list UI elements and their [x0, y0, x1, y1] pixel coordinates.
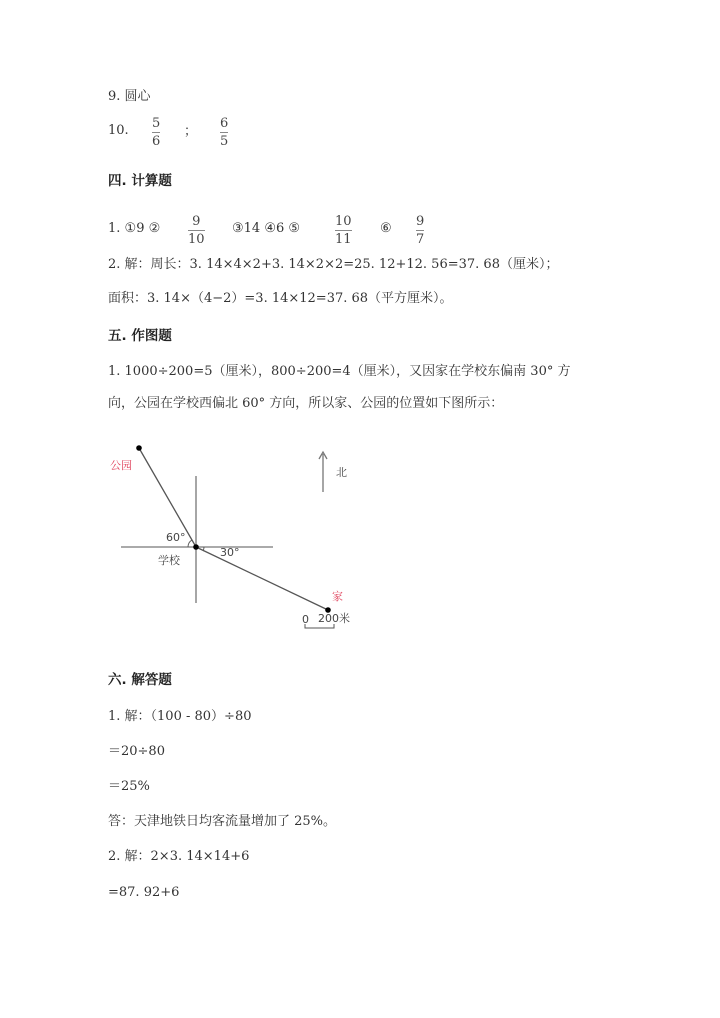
numerator: 5 [152, 116, 161, 131]
calc-2-line2: 面积：3. 14×（4−2）=3. 14×12=37. 68（平方厘米）。 [108, 291, 453, 306]
solution-line: 1. 解：（100 - 80）÷80 [108, 709, 252, 724]
section-heading: 四. 计算题 [108, 173, 172, 189]
numerator: 9 [416, 214, 425, 229]
school-label: 学校 [158, 554, 180, 567]
section-heading: 五. 作图题 [108, 328, 172, 344]
calc-1-mid: ③14 ④6 ⑤ [232, 221, 301, 236]
denominator: 11 [335, 232, 352, 247]
solution-line: ＝20÷80 [108, 744, 165, 759]
numerator: 9 [192, 214, 201, 229]
numerator: 6 [220, 116, 229, 131]
drawing-1-line1: 1. 1000÷200=5（厘米），800÷200=4（厘米），又因家在学校东偏南 30° 方 [108, 364, 571, 379]
calc-1-prefix: 1. ①9 ② [108, 221, 161, 236]
numerator: 10 [335, 214, 352, 229]
calc-1-c6: ⑥ [380, 221, 392, 236]
denominator: 7 [416, 232, 425, 247]
answer-10-label: 10. [108, 123, 129, 138]
denominator: 6 [152, 134, 161, 149]
calc-2-line1: 2. 解：周长：3. 14×4×2+3. 14×2×2=25. 12+12. 56=37. 68（厘米）； [108, 257, 559, 272]
angle-label: 30° [220, 546, 240, 559]
north-label: 北 [336, 466, 347, 479]
scale-label: 200米 [318, 612, 350, 625]
section-heading: 六. 解答题 [108, 672, 172, 688]
solution-line: =87. 92+6 [108, 885, 180, 900]
denominator: 10 [188, 232, 205, 247]
scale-zero: 0 [302, 613, 309, 626]
solution-line: 答：天津地铁日均客流量增加了 25%。 [108, 814, 337, 829]
home-line [196, 547, 328, 610]
angle-arc [188, 540, 192, 547]
school-point [193, 544, 199, 550]
solution-line: 2. 解：2×3. 14×14+6 [108, 849, 250, 864]
answer-9: 9. 圆心 [108, 89, 151, 104]
separator: ； [184, 124, 198, 139]
angle-label: 60° [166, 531, 186, 544]
drawing-1-line2: 向，公园在学校西偏北 60° 方向，所以家、公园的位置如下图所示： [108, 396, 504, 411]
home-label: 家 [332, 590, 343, 603]
park-point [136, 445, 142, 451]
denominator: 5 [220, 134, 229, 149]
park-label: 公园 [110, 459, 132, 472]
solution-line: ＝25% [108, 779, 150, 794]
